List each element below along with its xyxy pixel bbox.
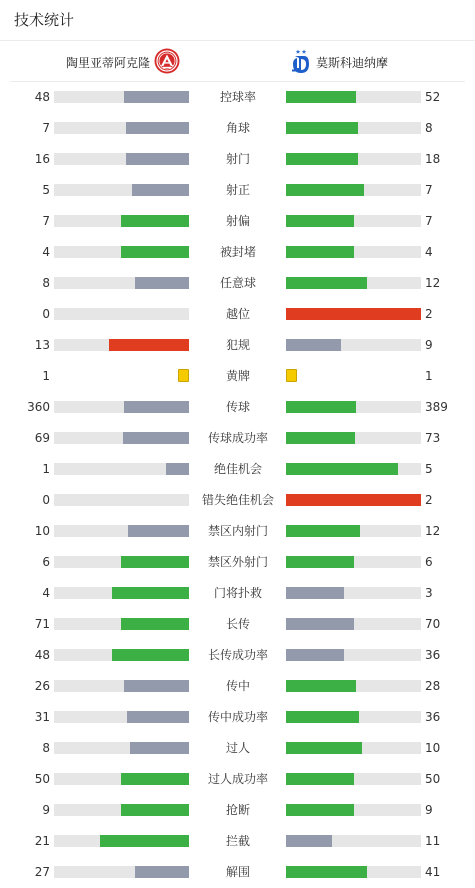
away-bar-track — [286, 122, 421, 134]
away-bar-track — [286, 339, 421, 351]
home-bar-fill — [124, 401, 189, 413]
stat-row — [0, 645, 475, 665]
away-bar-fill — [286, 246, 354, 258]
home-bar-fill — [135, 277, 189, 289]
home-value: 9 — [42, 803, 50, 817]
away-bar-track — [286, 463, 421, 475]
stat-label: 禁区外射门 — [207, 555, 268, 569]
away-value: 50 — [425, 772, 441, 786]
away-value: 36 — [425, 648, 441, 662]
home-bar-fill — [123, 432, 189, 444]
home-value: 5 — [42, 183, 50, 197]
home-team[interactable] — [66, 49, 180, 75]
away-bar-fill — [286, 494, 421, 506]
home-bar-track — [54, 153, 189, 165]
away-bar-track — [286, 649, 421, 661]
home-bar-fill — [121, 556, 189, 568]
away-bar-track — [286, 277, 421, 289]
stat-row — [0, 87, 475, 107]
stat-row — [0, 583, 475, 603]
stat-row — [0, 707, 475, 727]
home-value: 4 — [42, 586, 50, 600]
stat-row — [0, 862, 475, 882]
home-team-name: 陶里亚蒂阿克隆 — [65, 55, 150, 70]
stat-label: 传中成功率 — [207, 710, 268, 724]
home-bar-fill — [112, 649, 189, 661]
home-bar-fill — [135, 866, 189, 878]
stat-row — [0, 459, 475, 479]
away-bar-fill — [286, 525, 360, 537]
stat-row — [0, 521, 475, 541]
home-bar-track — [54, 122, 189, 134]
home-bar-fill — [121, 618, 189, 630]
home-bar-track — [54, 494, 189, 506]
stat-label: 射正 — [225, 183, 250, 197]
away-value: 1 — [425, 369, 433, 383]
home-value: 69 — [34, 431, 50, 445]
stat-label: 传球 — [225, 400, 250, 414]
home-value: 21 — [34, 834, 50, 848]
away-bar-track — [286, 494, 421, 506]
dynamo-crest-icon — [292, 48, 310, 77]
stat-label: 禁区内射门 — [207, 524, 268, 538]
away-bar-track — [286, 556, 421, 568]
home-bar-track — [54, 680, 189, 692]
home-bar-track — [54, 618, 189, 630]
away-value: 7 — [425, 183, 433, 197]
home-value: 27 — [34, 865, 50, 879]
away-bar-track — [286, 618, 421, 630]
stat-label: 任意球 — [219, 276, 256, 290]
away-bar-track — [286, 680, 421, 692]
home-bar-fill — [121, 804, 189, 816]
stat-label: 过人成功率 — [207, 772, 268, 786]
stat-row — [0, 118, 475, 138]
home-value: 8 — [42, 741, 50, 755]
away-bar-fill — [286, 835, 332, 847]
away-value: 8 — [425, 121, 433, 135]
away-bar-track — [286, 866, 421, 878]
home-bar-fill — [112, 587, 189, 599]
stat-label: 抢断 — [225, 803, 250, 817]
away-bar-fill — [286, 556, 354, 568]
away-bar-track — [286, 835, 421, 847]
away-bar-fill — [286, 649, 344, 661]
stat-label: 绝佳机会 — [213, 462, 262, 476]
away-bar-fill — [286, 618, 354, 630]
stat-row — [0, 738, 475, 758]
home-value: 8 — [42, 276, 50, 290]
home-bar-fill — [126, 122, 189, 134]
stat-row — [0, 397, 475, 417]
stat-label: 解围 — [225, 865, 250, 879]
stat-row — [0, 769, 475, 789]
away-bar-fill — [286, 339, 341, 351]
home-bar-track — [54, 649, 189, 661]
stat-label: 长传 — [225, 617, 250, 631]
away-bar-track — [286, 215, 421, 227]
away-value: 41 — [425, 865, 441, 879]
stat-label: 传球成功率 — [207, 431, 268, 445]
away-bar-fill — [286, 308, 421, 320]
home-value: 6 — [42, 555, 50, 569]
home-bar-track — [54, 339, 189, 351]
away-value: 9 — [425, 803, 433, 817]
yellow-card-icon — [178, 369, 189, 382]
home-value: 7 — [42, 121, 50, 135]
home-bar-track — [54, 463, 189, 475]
away-bar-fill — [286, 742, 362, 754]
away-bar-fill — [286, 184, 364, 196]
home-bar-fill — [109, 339, 189, 351]
away-bar-track — [286, 153, 421, 165]
home-bar-track — [54, 866, 189, 878]
home-value: 26 — [34, 679, 50, 693]
stat-row — [0, 149, 475, 169]
home-value: 10 — [34, 524, 50, 538]
home-bar-fill — [128, 525, 189, 537]
stat-label: 错失绝佳机会 — [201, 493, 274, 507]
home-bar-fill — [132, 184, 189, 196]
away-bar-fill — [286, 153, 358, 165]
away-bar-track — [286, 91, 421, 103]
away-bar-fill — [286, 711, 359, 723]
stat-row — [0, 242, 475, 262]
home-bar-fill — [121, 246, 189, 258]
away-value: 12 — [425, 276, 441, 290]
away-bar-fill — [286, 122, 358, 134]
home-value: 48 — [34, 90, 50, 104]
away-bar-track — [286, 184, 421, 196]
home-value: 7 — [42, 214, 50, 228]
home-value: 0 — [42, 307, 50, 321]
stat-label: 射门 — [225, 152, 250, 166]
teams-header — [10, 41, 465, 82]
away-value: 36 — [425, 710, 441, 724]
away-value: 12 — [425, 524, 441, 538]
stat-row — [0, 490, 475, 510]
home-bar-track — [54, 432, 189, 444]
home-value: 50 — [34, 772, 50, 786]
home-value: 1 — [42, 369, 50, 383]
home-value: 0 — [42, 493, 50, 507]
home-bar-fill — [121, 215, 189, 227]
away-bar-track — [286, 773, 421, 785]
away-bar-track — [286, 246, 421, 258]
stat-row — [0, 831, 475, 851]
stat-label: 被封堵 — [219, 245, 256, 259]
stat-label: 越位 — [225, 307, 250, 321]
home-bar-track — [54, 525, 189, 537]
home-value: 1 — [42, 462, 50, 476]
away-bar-track — [286, 525, 421, 537]
stat-label: 黄牌 — [225, 369, 250, 383]
away-value: 3 — [425, 586, 433, 600]
away-bar-track — [286, 432, 421, 444]
away-value: 2 — [425, 307, 433, 321]
stat-row — [0, 211, 475, 231]
akron-crest-icon — [154, 48, 180, 77]
away-team[interactable] — [292, 49, 388, 75]
home-value: 31 — [34, 710, 50, 724]
away-bar-fill — [286, 215, 354, 227]
home-bar-track — [54, 215, 189, 227]
home-bar-track — [54, 711, 189, 723]
home-bar-fill — [166, 463, 189, 475]
section-title: 技术统计 — [0, 0, 475, 41]
stat-label: 射偏 — [225, 214, 250, 228]
home-bar-track — [54, 804, 189, 816]
away-value: 7 — [425, 214, 433, 228]
home-bar-track — [54, 246, 189, 258]
stat-row — [0, 304, 475, 324]
home-bar-track — [54, 556, 189, 568]
home-bar-track — [54, 277, 189, 289]
stat-label: 犯规 — [225, 338, 250, 352]
stat-label: 长传成功率 — [207, 648, 268, 662]
away-value: 11 — [425, 834, 441, 848]
away-value: 10 — [425, 741, 441, 755]
away-value: 6 — [425, 555, 433, 569]
away-bar-fill — [286, 866, 367, 878]
away-value: 73 — [425, 431, 441, 445]
home-value: 4 — [42, 245, 50, 259]
home-bar-fill — [124, 680, 189, 692]
stat-row — [0, 335, 475, 355]
stat-row — [0, 676, 475, 696]
home-bar-fill — [130, 742, 189, 754]
stat-row — [0, 366, 475, 386]
away-value: 28 — [425, 679, 441, 693]
away-value: 5 — [425, 462, 433, 476]
home-value: 48 — [34, 648, 50, 662]
home-bar-fill — [100, 835, 189, 847]
away-value: 18 — [425, 152, 441, 166]
away-team-name: 莫斯科迪纳摩 — [316, 55, 389, 70]
away-value: 9 — [425, 338, 433, 352]
away-value: 389 — [425, 400, 448, 414]
home-bar-track — [54, 587, 189, 599]
away-bar-track — [286, 711, 421, 723]
stat-row — [0, 614, 475, 634]
away-bar-track — [286, 401, 421, 413]
home-bar-fill — [121, 773, 189, 785]
stat-row — [0, 428, 475, 448]
yellow-card-icon — [286, 369, 297, 382]
home-bar-track — [54, 835, 189, 847]
home-bar-fill — [124, 91, 189, 103]
home-bar-track — [54, 184, 189, 196]
away-bar-track — [286, 804, 421, 816]
away-bar-track — [286, 587, 421, 599]
away-bar-fill — [286, 773, 354, 785]
home-bar-track — [54, 742, 189, 754]
home-value: 13 — [34, 338, 50, 352]
home-bar-track — [54, 401, 189, 413]
away-bar-fill — [286, 804, 354, 816]
stat-row — [0, 800, 475, 820]
home-bar-fill — [127, 711, 189, 723]
home-bar-track — [54, 91, 189, 103]
away-bar-fill — [286, 277, 367, 289]
away-value: 4 — [425, 245, 433, 259]
stat-label: 角球 — [225, 121, 250, 135]
away-bar-track — [286, 308, 421, 320]
stat-label: 拦截 — [225, 834, 250, 848]
stat-label: 控球率 — [219, 90, 256, 104]
away-value: 70 — [425, 617, 441, 631]
away-bar-fill — [286, 432, 355, 444]
away-value: 52 — [425, 90, 441, 104]
away-bar-fill — [286, 587, 344, 599]
home-bar-fill — [126, 153, 189, 165]
home-bar-track — [54, 308, 189, 320]
stat-row — [0, 552, 475, 572]
home-value: 360 — [27, 400, 50, 414]
stat-row — [0, 273, 475, 293]
stat-label: 门将扑救 — [213, 586, 262, 600]
home-value: 71 — [34, 617, 50, 631]
away-bar-fill — [286, 680, 356, 692]
away-bar-fill — [286, 463, 398, 475]
away-bar-track — [286, 742, 421, 754]
away-value: 2 — [425, 493, 433, 507]
stat-label: 过人 — [225, 741, 250, 755]
away-bar-fill — [286, 91, 356, 103]
home-bar-track — [54, 773, 189, 785]
home-value: 16 — [34, 152, 50, 166]
stat-label: 传中 — [225, 679, 250, 693]
away-bar-fill — [286, 401, 356, 413]
stat-row — [0, 180, 475, 200]
